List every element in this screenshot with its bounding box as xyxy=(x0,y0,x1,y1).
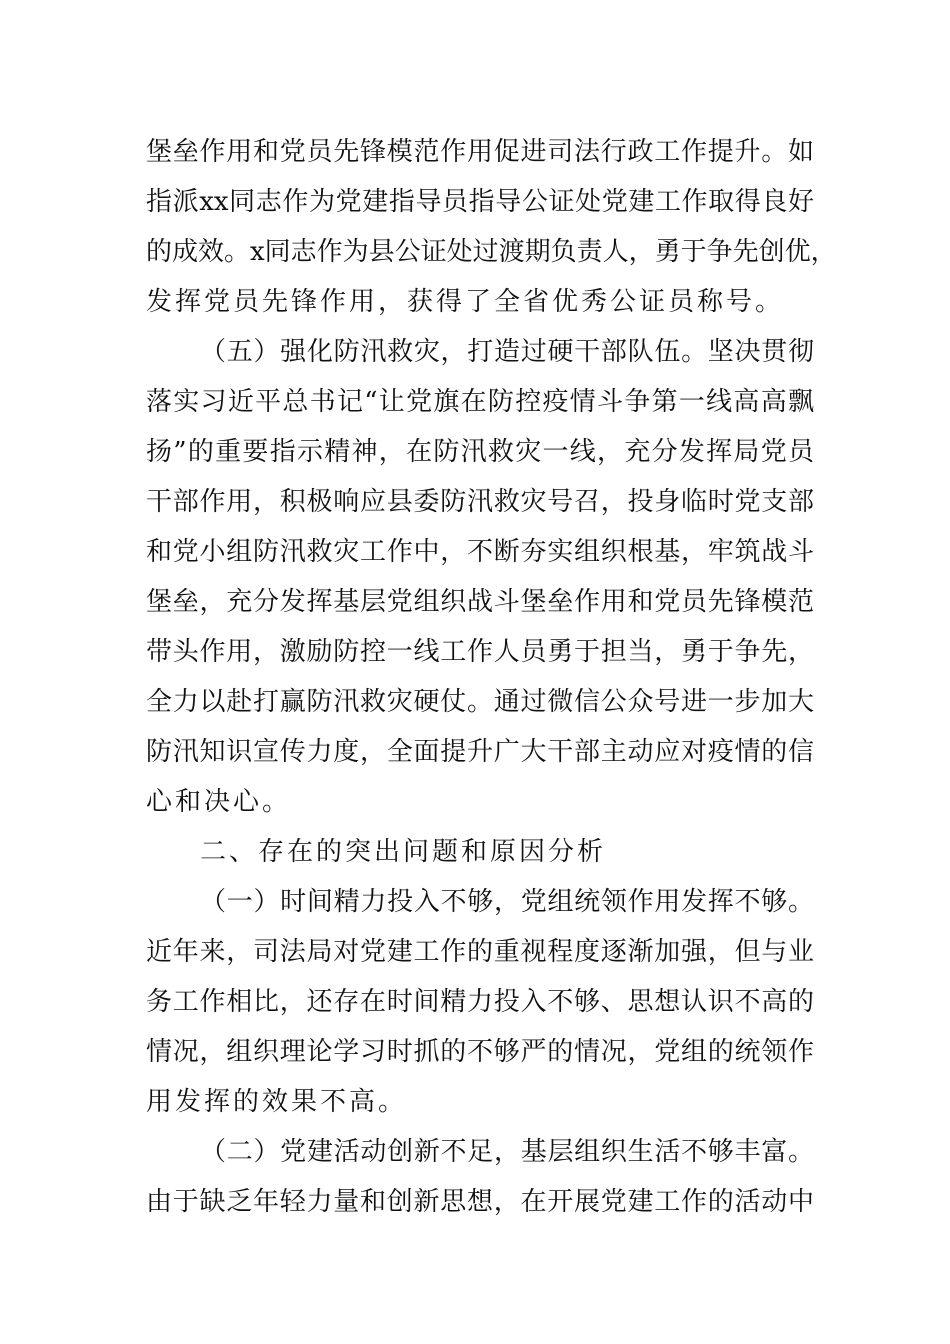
text-line: 用发挥的效果不高。 xyxy=(146,1087,408,1117)
text-line: 堡垒，充分发挥基层党组织战斗堡垒作用和党员先锋模范 xyxy=(146,587,814,617)
text-line: 发挥党员先锋作用，获得了全省优秀公证员称号。 xyxy=(146,287,785,317)
text-line: 堡垒作用和党员先锋模范作用促进司法行政工作提升。如 xyxy=(146,137,814,167)
text-line: 扬”的重要指示精神，在防汛救灾一线，充分发挥局党员 xyxy=(146,437,814,467)
text-line: 情况，组织理论学习时抓的不够严的情况，党组的统领作 xyxy=(146,1037,814,1067)
subsection-heading: （一）时间精力投入不够，党组统领作用发挥不够。 xyxy=(200,887,814,917)
text-line: 带头作用，激励防控一线工作人员勇于担当，勇于争先， xyxy=(146,637,814,667)
text-line: 心和决心。 xyxy=(146,787,292,817)
text-line: 和党小组防汛救灾工作中，不断夯实组织根基，牢筑战斗 xyxy=(146,537,814,567)
text-line: 全力以赴打赢防汛救灾硬仗。通过微信公众号进一步加大 xyxy=(146,687,814,717)
text-line: 近年来，司法局对党建工作的重视程度逐渐加强，但与业 xyxy=(146,937,814,967)
text-line: 落实习近平总书记“让党旗在防控疫情斗争第一线高高飘 xyxy=(146,387,814,417)
text-line: 由于缺乏年轻力量和创新思想，在开展党建工作的活动中 xyxy=(146,1187,814,1217)
text-line: 指派xx同志作为党建指导员指导公证处党建工作取得良好 xyxy=(146,187,814,217)
section-heading: （五）强化防汛救灾，打造过硬干部队伍。坚决贯彻 xyxy=(200,337,814,367)
subsection-heading: （二）党建活动创新不足，基层组织生活不够丰富。 xyxy=(200,1137,814,1167)
text-line: 的成效。x同志作为县公证处过渡期负责人，勇于争先创优， xyxy=(146,237,837,267)
text-line: 防汛知识宣传力度，全面提升广大干部主动应对疫情的信 xyxy=(146,737,814,767)
text-line: 务工作相比，还存在时间精力投入不够、思想认识不高的 xyxy=(146,987,814,1017)
section-heading: 二、存在的突出问题和原因分析 xyxy=(200,837,607,867)
text-line: 干部作用，积极响应县委防汛救灾号召，投身临时党支部 xyxy=(146,487,814,517)
